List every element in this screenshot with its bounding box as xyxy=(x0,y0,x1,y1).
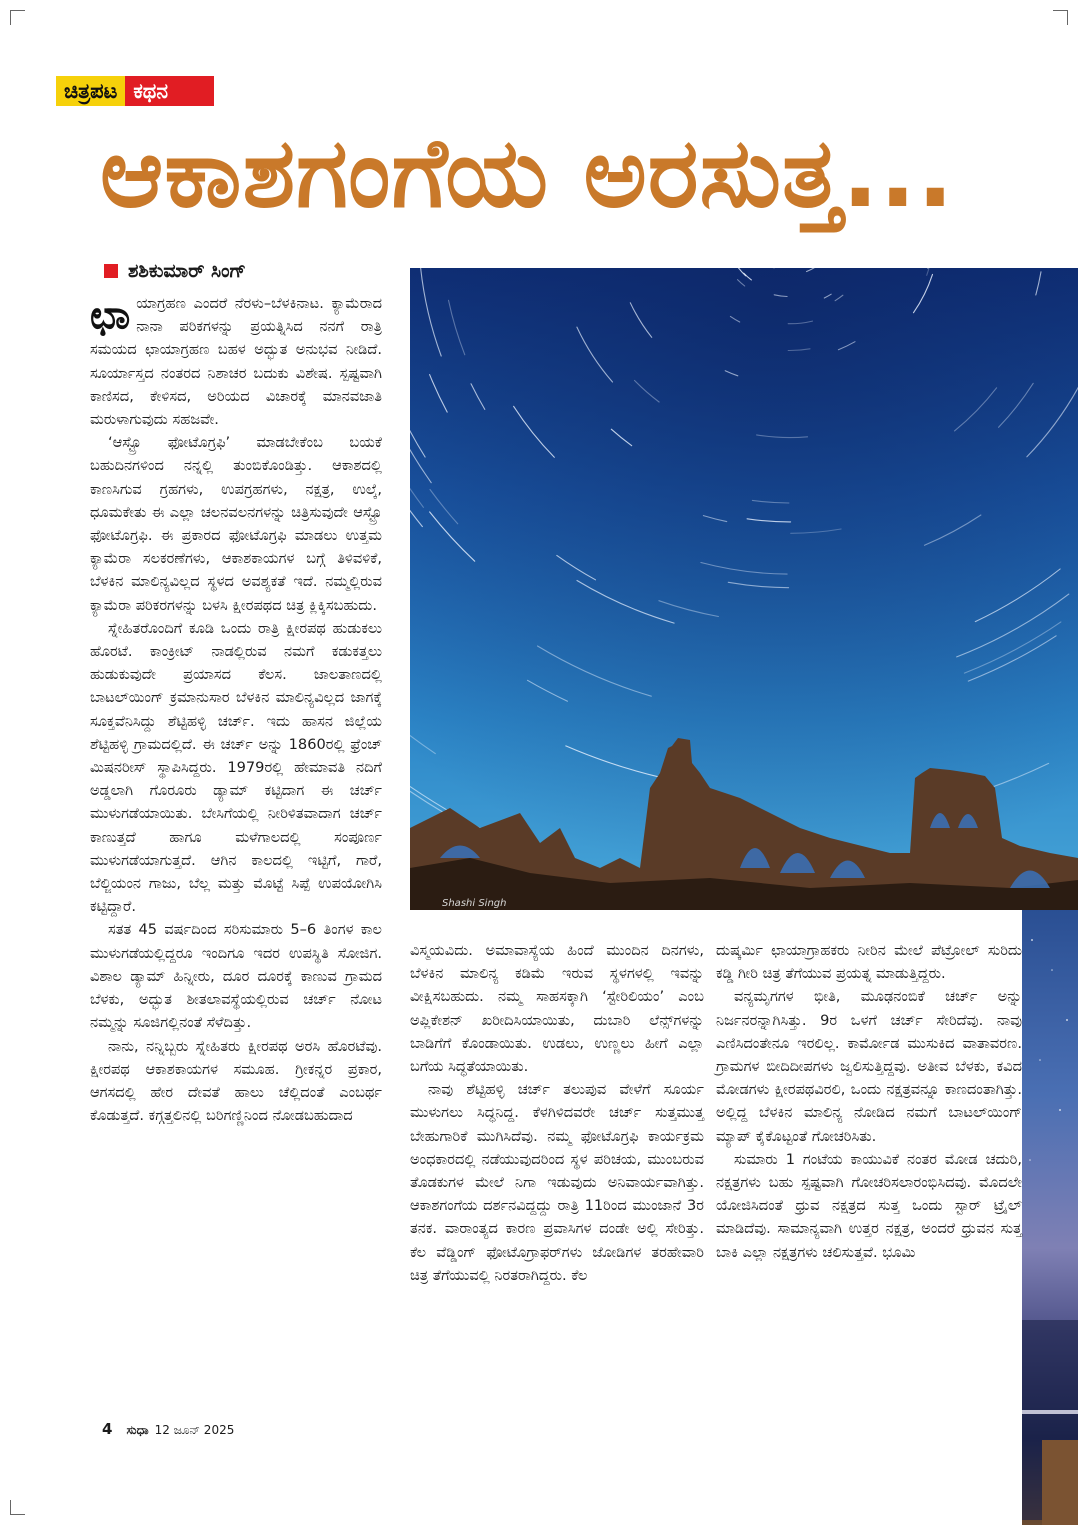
adjacent-photo-strip xyxy=(1022,910,1078,1525)
article-column-3 xyxy=(716,939,1022,1399)
headline: ಆಕಾಶಗಂಗೆಯ ಅರಸುತ್ತ... xyxy=(100,117,955,229)
drop-cap: ಛಾ xyxy=(90,292,131,338)
crop-mark-bottom-left xyxy=(10,1500,25,1515)
star-trail-church-photo xyxy=(410,268,1078,910)
byline xyxy=(104,260,246,282)
paragraph-text: ಯಾಗ್ರಹಣ ಎಂದರೆ ನೆರಳು–ಬೆಳಕಿನಾಟ. ಕ್ಯಾಮೆರಾದ ನಾನಾ ಪರಿಕಗಳನ್ನು ಪ್ರಯತ್ನಿಸಿದ ನನಗೆ ರಾತ್ರಿ ಸಮಯದ ಛಾಯಾಗ್ರಹಣ ಬಹಳ ಅದ್ಭುತ ಅನುಭವ ನೀಡಿದೆ. ಸೂರ್ಯಾಸ್ತದ ನಂತರದ ನಿಶಾಚರ ಬದುಕು ವಿಶೇಷ. ಸ್ಪಷ್ಟವಾಗಿ ಕಾಣಿಸದ, ಕೇಳಿಸದ, ಅರಿಯದ ವಿಚಾರಕ್ಕೆ ಮಾನವಜಾತಿ ಮರುಳಾಗುವುದು ಸಹಜವೇ. xyxy=(90,295,382,429)
paragraph: ಸತತ 45 ವರ್ಷದಿಂದ ಸರಿಸುಮಾರು 5–6 ತಿಂಗಳ ಕಾಲ ಮುಳುಗಡೆಯಲ್ಲಿದ್ದರೂ ಇಂದಿಗೂ ಇದರ ಉಪಸ್ಥಿತಿ ಸೋಜಿಗ. ವಿಶಾಲ ಡ್ಯಾಮ್ ಹಿನ್ನೀರು, ದೂರ ದೂರಕ್ಕೆ ಕಾಣುವ ಗ್ರಾಮದ ಬೆಳಕು, ಅದ್ಭುತ ಶೀತಲಾವಸ್ಥೆಯಲ್ಲಿರುವ ಚರ್ಚ್ ನೋಟ ನಮ್ಮನ್ನು ಸೂಜಿಗಲ್ಲಿನಂತೆ ಸೆಳೆದಿತ್ತು. xyxy=(90,921,382,1032)
paragraph xyxy=(90,292,382,431)
photo-illustration xyxy=(410,268,1078,910)
article-column-1 xyxy=(90,292,382,1392)
section-tag-secondary: ಕಥನ xyxy=(125,76,214,106)
paragraph: ‘ಆಸ್ಟ್ರೊ ಫೋಟೊಗ್ರಫಿ’ ಮಾಡಬೇಕೆಂಬ ಬಯಕೆ ಬಹುದಿನಗಳಿಂದ ನನ್ನಲ್ಲಿ ತುಂಬಿಕೊಂಡಿತ್ತು. ಆಕಾಶದಲ್ಲಿ ಕಾಣಸಿಗುವ ಗ್ರಹಗಳು, ಉಪಗ್ರಹಗಳು, ನಕ್ಷತ್ರ, ಉಲ್ಕೆ, ಧೂಮಕೇತು ಈ ಎಲ್ಲಾ ಚಲನವಲನಗಳನ್ನು ಚಿತ್ರಿಸುವುದೇ ಆಸ್ಟ್ರೊ ಫೋಟೊಗ್ರಫಿ. ಈ ಪ್ರಕಾರದ ಫೋಟೊಗ್ರಫಿ ಮಾಡಲು ಉತ್ತಮ ಕ್ಯಾಮೆರಾ ಸಲಕರಣೆಗಳು, ಆಕಾಶಕಾಯಗಳ ಬಗ್ಗೆ ತಿಳಿವಳಿಕೆ, ಬೆಳಕಿನ ಮಾಲಿನ್ಯವಿಲ್ಲದ ಸ್ಥಳದ ಅವಶ್ಯಕತೆ ಇದೆ. ನಮ್ಮಲ್ಲಿರುವ ಕ್ಯಾಮೆರಾ ಪರಿಕರಗಳನ್ನು ಬಳಸಿ ಕ್ಷೀರಪಥದ ಚಿತ್ರ ಕ್ಲಿಕ್ಕಿಸಬಹುದು. xyxy=(90,434,382,614)
paragraph: ವನ್ಯಮೃಗಗಳ ಭೀತಿ, ಮೂಢನಂಬಿಕೆ ಚರ್ಚ್ ಅನ್ನು ನಿರ್ಜನರನ್ನಾಗಿಸಿತ್ತು. 9ರ ಒಳಗೆ ಚರ್ಚ್ ಸೇರಿದೆವು. ನಾವು ಎಣಿಸಿದಂತೇನೂ ಇರಲಿಲ್ಲ. ಕಾರ್ಮೋಡ ಮುಸುಕಿದ ವಾತಾವರಣ. ಗ್ರಾಮಗಳ ಬೀದಿದೀಪಗಳು ಜ್ವಲಿಸುತ್ತಿದ್ದವು. ಅತೀವ ಬೆಳಕು, ಕವಿದ ಮೋಡಗಳು ಕ್ಷೀರಪಥವಿರಲಿ, ಒಂದು ನಕ್ಷತ್ರವನ್ನೂ ಕಾಣದಂತಾಗಿತ್ತು. ಅಲ್ಲಿದ್ದ ಬೆಳಕಿನ ಮಾಲಿನ್ಯ ನೋಡಿದ ನಮಗೆ ಬಾಟಲ್‌ಯಿಂಗ್ ಮ್ಯಾಪ್ ಕೈಕೊಟ್ಟಂತೆ ಗೋಚರಿಸಿತು. xyxy=(716,988,1022,1145)
paragraph: ನಾನು, ನನ್ನಿಬ್ಬರು ಸ್ನೇಹಿತರು ಕ್ಷೀರಪಥ ಅರಸಿ ಹೊರಟೆವು. ಕ್ಷೀರಪಥ ಆಕಾಶಕಾಯಗಳ ಸಮೂಹ. ಗ್ರೀಕನ್ನರ ಪ್ರಕಾರ, ಆಗಸದಲ್ಲಿ ಹೇರ ದೇವತೆ ಹಾಲು ಚೆಲ್ಲಿದಂತೆ ಎಂಬರ್ಥ ಕೊಡುತ್ತದೆ. ಕಗ್ಗತ್ತಲಿನಲ್ಲಿ ಬರಿಗಣ್ಣಿನಿಂದ ನೋಡಬಹುದಾದ xyxy=(90,1037,382,1125)
crop-mark-top-left xyxy=(10,10,25,25)
page-footer xyxy=(102,1420,234,1438)
paragraph: ವಿಸ್ಮಯವಿದು. ಅಮಾವಾಸ್ಯೆಯ ಹಿಂದೆ ಮುಂದಿನ ದಿನಗಳು, ಬೆಳಕಿನ ಮಾಲಿನ್ಯ ಕಡಿಮೆ ಇರುವ ಸ್ಥಳಗಳಲ್ಲಿ ಇವನ್ನು ವೀಕ್ಷಿಸಬಹುದು. ನಮ್ಮ ಸಾಹಸಕ್ಕಾಗಿ ‘ಸ್ಟೇರಿಲಿಯಂ’ ಎಂಬ ಅಪ್ಲಿಕೇಶನ್ ಖರೀದಿಸಿಯಾಯಿತು, ದುಬಾರಿ ಲೆನ್ಸ್‌ಗಳನ್ನು ಬಾಡಿಗೆಗೆ ಕೊಂಡಾಯಿತು. ಉಡಲು, ಉಣ್ಣಲು ಹೀಗೆ ಎಲ್ಲಾ ಬಗೆಯ ಸಿದ್ಧತೆಯಾಯಿತು. xyxy=(410,942,704,1076)
byline-square-icon xyxy=(104,264,118,278)
section-tag-primary: ಚಿತ್ರಪಟ xyxy=(56,76,125,106)
paragraph: ದುಷ್ಕರ್ಮಿ ಛಾಯಾಗ್ರಾಹಕರು ನೀರಿನ ಮೇಲೆ ಪೆಟ್ರೋಲ್ ಸುರಿದು ಕಡ್ಡಿ ಗೀರಿ ಚಿತ್ರ ತೆಗೆಯುವ ಪ್ರಯತ್ನ ಮಾಡುತ್ತಿದ್ದರು. xyxy=(716,942,1022,983)
paragraph: ಸುಮಾರು 1 ಗಂಟೆಯ ಕಾಯುವಿಕೆ ನಂತರ ಮೋಡ ಚದುರಿ, ನಕ್ಷತ್ರಗಳು ಬಹು ಸ್ಪಷ್ಟವಾಗಿ ಗೋಚರಿಸಲಾರಂಭಿಸಿದವು. ಮೊದಲೇ ಯೋಜಿಸಿದಂತೆ ಧ್ರುವ ನಕ್ಷತ್ರದ ಸುತ್ತ ಒಂದು ಸ್ಟಾರ್ ಟ್ರೈಲ್ ಮಾಡಿದೆವು. ಸಾಮಾನ್ಯವಾಗಿ ಉತ್ತರ ನಕ್ಷತ್ರ, ಅಂದರೆ ಧ್ರುವನ ಸುತ್ತ ಬಾಕಿ ಎಲ್ಲಾ ನಕ್ಷತ್ರಗಳು ಚಲಿಸುತ್ತವೆ. ಭೂಮಿ xyxy=(716,1150,1022,1261)
issue-date: 12 ಜೂನ್ 2025 xyxy=(154,1423,235,1437)
photo-credit: Shashi Singh xyxy=(442,898,507,909)
strip-illustration xyxy=(1022,910,1078,1525)
crop-mark-top-right xyxy=(1053,10,1068,25)
paragraph: ನಾವು ಶೆಟ್ಟಿಹಳ್ಳಿ ಚರ್ಚ್ ತಲುಪುವ ವೇಳೆಗೆ ಸೂರ್ಯ ಮುಳುಗಲು ಸಿದ್ಧನಿದ್ದ. ಕೆಳಗಿಳಿದವರೇ ಚರ್ಚ್ ಸುತ್ತಮುತ್ತ ಬೇಹುಗಾರಿಕೆ ಮುಗಿಸಿದೆವು. ನಮ್ಮ ಫೋಟೊಗ್ರಫಿ ಕಾರ್ಯಕ್ರಮ ಅಂಧಕಾರದಲ್ಲಿ ನಡೆಯುವುದರಿಂದ ಸ್ಥಳ ಪರಿಚಯ, ಮುಂಬರುವ ತೊಡಕುಗಳ ಮೇಲೆ ನಿಗಾ ಇಡುವುದು ಅನಿವಾರ್ಯವಾಗಿತ್ತು. ಆಕಾಶಗಂಗೆಯ ದರ್ಶನವಿದ್ದದ್ದು ರಾತ್ರಿ 11ರಿಂದ ಮುಂಜಾನೆ 3ರ ತನಕ. ವಾರಾಂತ್ಯದ ಕಾರಣ ಪ್ರವಾಸಿಗಳ ದಂಡೇ ಅಲ್ಲಿ ಸೇರಿತ್ತು. ಕೆಲ ವೆಡ್ಡಿಂಗ್ ಫೋಟೊಗ್ರಾಫರ್‌ಗಳು ಜೋಡಿಗಳ ತರಹೇವಾರಿ ಚಿತ್ರ ತೆಗೆಯುವಲ್ಲಿ ನಿರತರಾಗಿದ್ದರು. ಕೆಲ xyxy=(410,1081,704,1284)
publication-name: ಸುಧಾ xyxy=(126,1423,149,1437)
paragraph: ಸ್ನೇಹಿತರೊಂದಿಗೆ ಕೂಡಿ ಒಂದು ರಾತ್ರಿ ಕ್ಷೀರಪಥ ಹುಡುಕಲು ಹೊರಟೆ. ಕಾಂಕ್ರೀಟ್ ನಾಡಲ್ಲಿರುವ ನಮಗೆ ಕಡುಕತ್ತಲು ಹುಡುಕುವುದೇ ಪ್ರಯಾಸದ ಕೆಲಸ. ಜಾಲತಾಣದಲ್ಲಿ ಬಾಟಲ್‌ಯಿಂಗ್ ಕ್ರಮಾನುಸಾರ ಬೆಳಕಿನ ಮಾಲಿನ್ಯವಿಲ್ಲದ ಜಾಗಕ್ಕೆ ಸೂಕ್ತವೆನಿಸಿದ್ದು ಶೆಟ್ಟಿಹಳ್ಳಿ ಚರ್ಚ್. ಇದು ಹಾಸನ ಜಿಲ್ಲೆಯ ಶೆಟ್ಟಿಹಳ್ಳಿ ಗ್ರಾಮದಲ್ಲಿದೆ. ಈ ಚರ್ಚ್ ಅನ್ನು 1860ರಲ್ಲಿ ಫ್ರೆಂಚ್ ಮಿಷನರೀಸ್ ಸ್ಥಾಪಿಸಿದ್ದರು. 1979ರಲ್ಲಿ ಹೇಮಾವತಿ ನದಿಗೆ ಅಡ್ಡಲಾಗಿ ಗೊರೂರು ಡ್ಯಾಮ್ ಕಟ್ಟಿದಾಗ ಈ ಚರ್ಚ್ ಮುಳುಗಡೆಯಾಯಿತು. ಬೇಸಿಗೆಯಲ್ಲಿ ನೀರಿಳಿತವಾದಾಗ ಚರ್ಚ್ ಕಾಣುತ್ತದೆ ಹಾಗೂ ಮಳೆಗಾಲದಲ್ಲಿ ಸಂಪೂರ್ಣ ಮುಳುಗಡೆಯಾಗುತ್ತದೆ. ಆಗಿನ ಕಾಲದಲ್ಲಿ ಇಟ್ಟಿಗೆ, ಗಾರೆ, ಬೆಲ್ಜಿಯಂನ ಗಾಜು, ಬೆಲ್ಲ ಮತ್ತು ಮೊಟ್ಟೆ ಸಿಪ್ಪೆ ಉಪಯೋಗಿಸಿ ಕಟ್ಟಿದ್ದಾರೆ. xyxy=(90,619,382,916)
section-tag xyxy=(56,76,214,106)
page-number: 4 xyxy=(102,1420,113,1438)
article-column-2 xyxy=(410,939,704,1399)
author-name: ಶಶಿಕುಮಾರ್ ಸಿಂಗ್ xyxy=(128,260,246,282)
